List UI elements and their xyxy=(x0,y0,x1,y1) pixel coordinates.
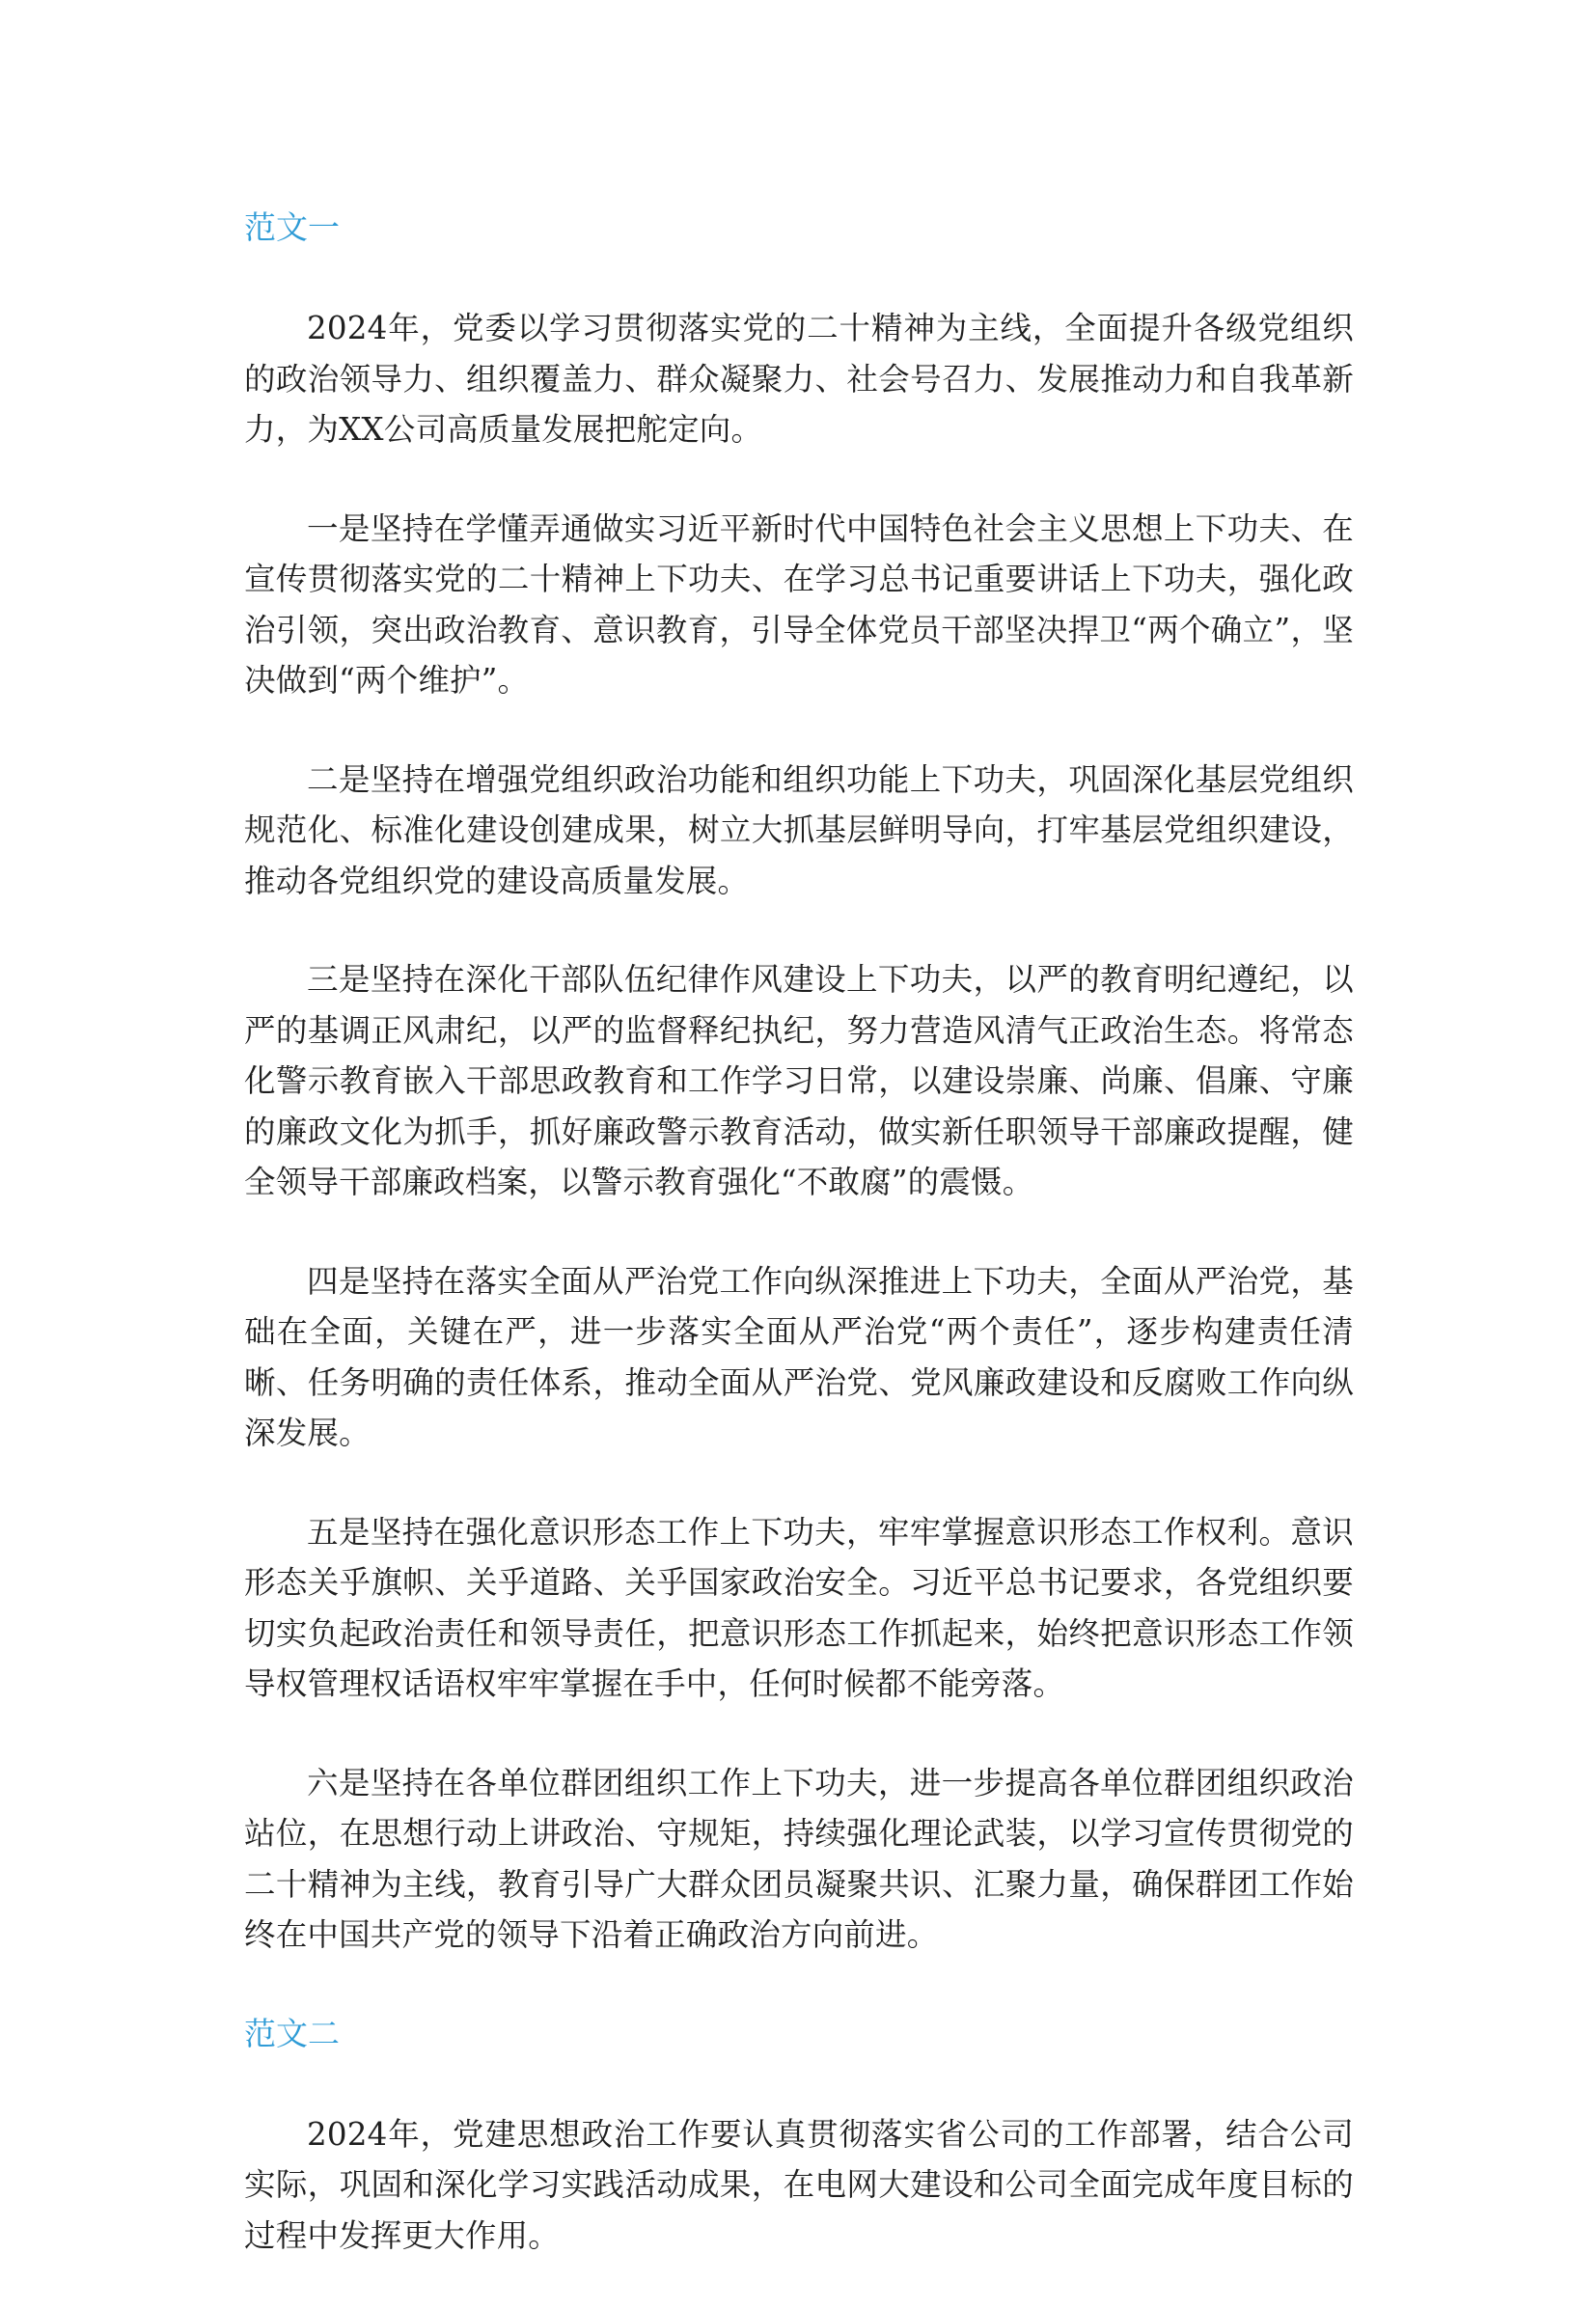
paragraph-point-3: 三是坚持在深化干部队伍纪律作风建设上下功夫，以严的教育明纪遵纪，以严的基调正风肃纪，以严的监督释纪执纪，努力营造风清气正政治生态。将常态化警示教育嵌入干部思政教育和工作学习日常，以建设崇廉、尚廉、倡廉、守廉的廉政文化为抓手，抓好廉政警示教育活动，做实新任职领导干部廉政提醒，健全领导干部廉政档案，以警示教育强化“不敢腐”的震慑。 xyxy=(244,961,1354,1200)
paragraph-point-1: 一是坚持在学懂弄通做实习近平新时代中国特色社会主义思想上下功夫、在宣传贯彻落实党的二十精神上下功夫、在学习总书记重要讲话上下功夫，强化政治引领，突出政治教育、意识教育，引导全体党员干部坚决捍卫“两个确立”，坚决做到“两个维护”。 xyxy=(244,509,1354,699)
paragraph-intro-1: 2024年，党委以学习贯彻落实党的二十精神为主线，全面提升各级党组织的政治领导力、组织覆盖力、群众凝聚力、社会号召力、发展推动力和自我革新力，为XX公司高质量发展把舵定向。 xyxy=(244,310,1354,448)
paragraph-point-2: 二是坚持在增强党组织政治功能和组织功能上下功夫，巩固深化基层党组织规范化、标准化建设创建成果，树立大抓基层鲜明导向，打牢基层党组织建设，推动各党组织党的建设高质量发展。 xyxy=(244,760,1354,899)
section-heading-1: 范文一 xyxy=(244,208,340,246)
document-body xyxy=(244,203,1354,2309)
paragraph-point-6: 六是坚持在各单位群团组织工作上下功夫，进一步提高各单位群团组织政治站位，在思想行动上讲政治、守规矩，持续强化理论武装，以学习宣传贯彻党的二十精神为主线，教育引导广大群众团员凝聚共识、汇聚力量，确保群团工作始终在中国共产党的领导下沿着正确政治方向前进。 xyxy=(244,1764,1354,1953)
paragraph-intro-2: 2024年，党建思想政治工作要认真贯彻落实省公司的工作部署，结合公司实际，巩固和深化学习实践活动成果，在电网大建设和公司全面完成年度目标的过程中发挥更大作用。 xyxy=(244,2115,1354,2254)
paragraph-point-5: 五是坚持在强化意识形态工作上下功夫，牢牢掌握意识形态工作权利。意识形态关乎旗帜、关乎道路、关乎国家政治安全。习近平总书记要求，各党组织要切实负起政治责任和领导责任，把意识形态工作抓起来，始终把意识形态工作领导权管理权话语权牢牢掌握在手中，任何时候都不能旁落。 xyxy=(244,1513,1354,1702)
paragraph-point-4: 四是坚持在落实全面从严治党工作向纵深推进上下功夫，全面从严治党，基础在全面，关键在严，进一步落实全面从严治党“两个责任”，逐步构建责任清晰、任务明确的责任体系，推动全面从严治党、党风廉政建设和反腐败工作向纵深发展。 xyxy=(244,1262,1354,1451)
section-heading-2: 范文二 xyxy=(244,2014,340,2052)
